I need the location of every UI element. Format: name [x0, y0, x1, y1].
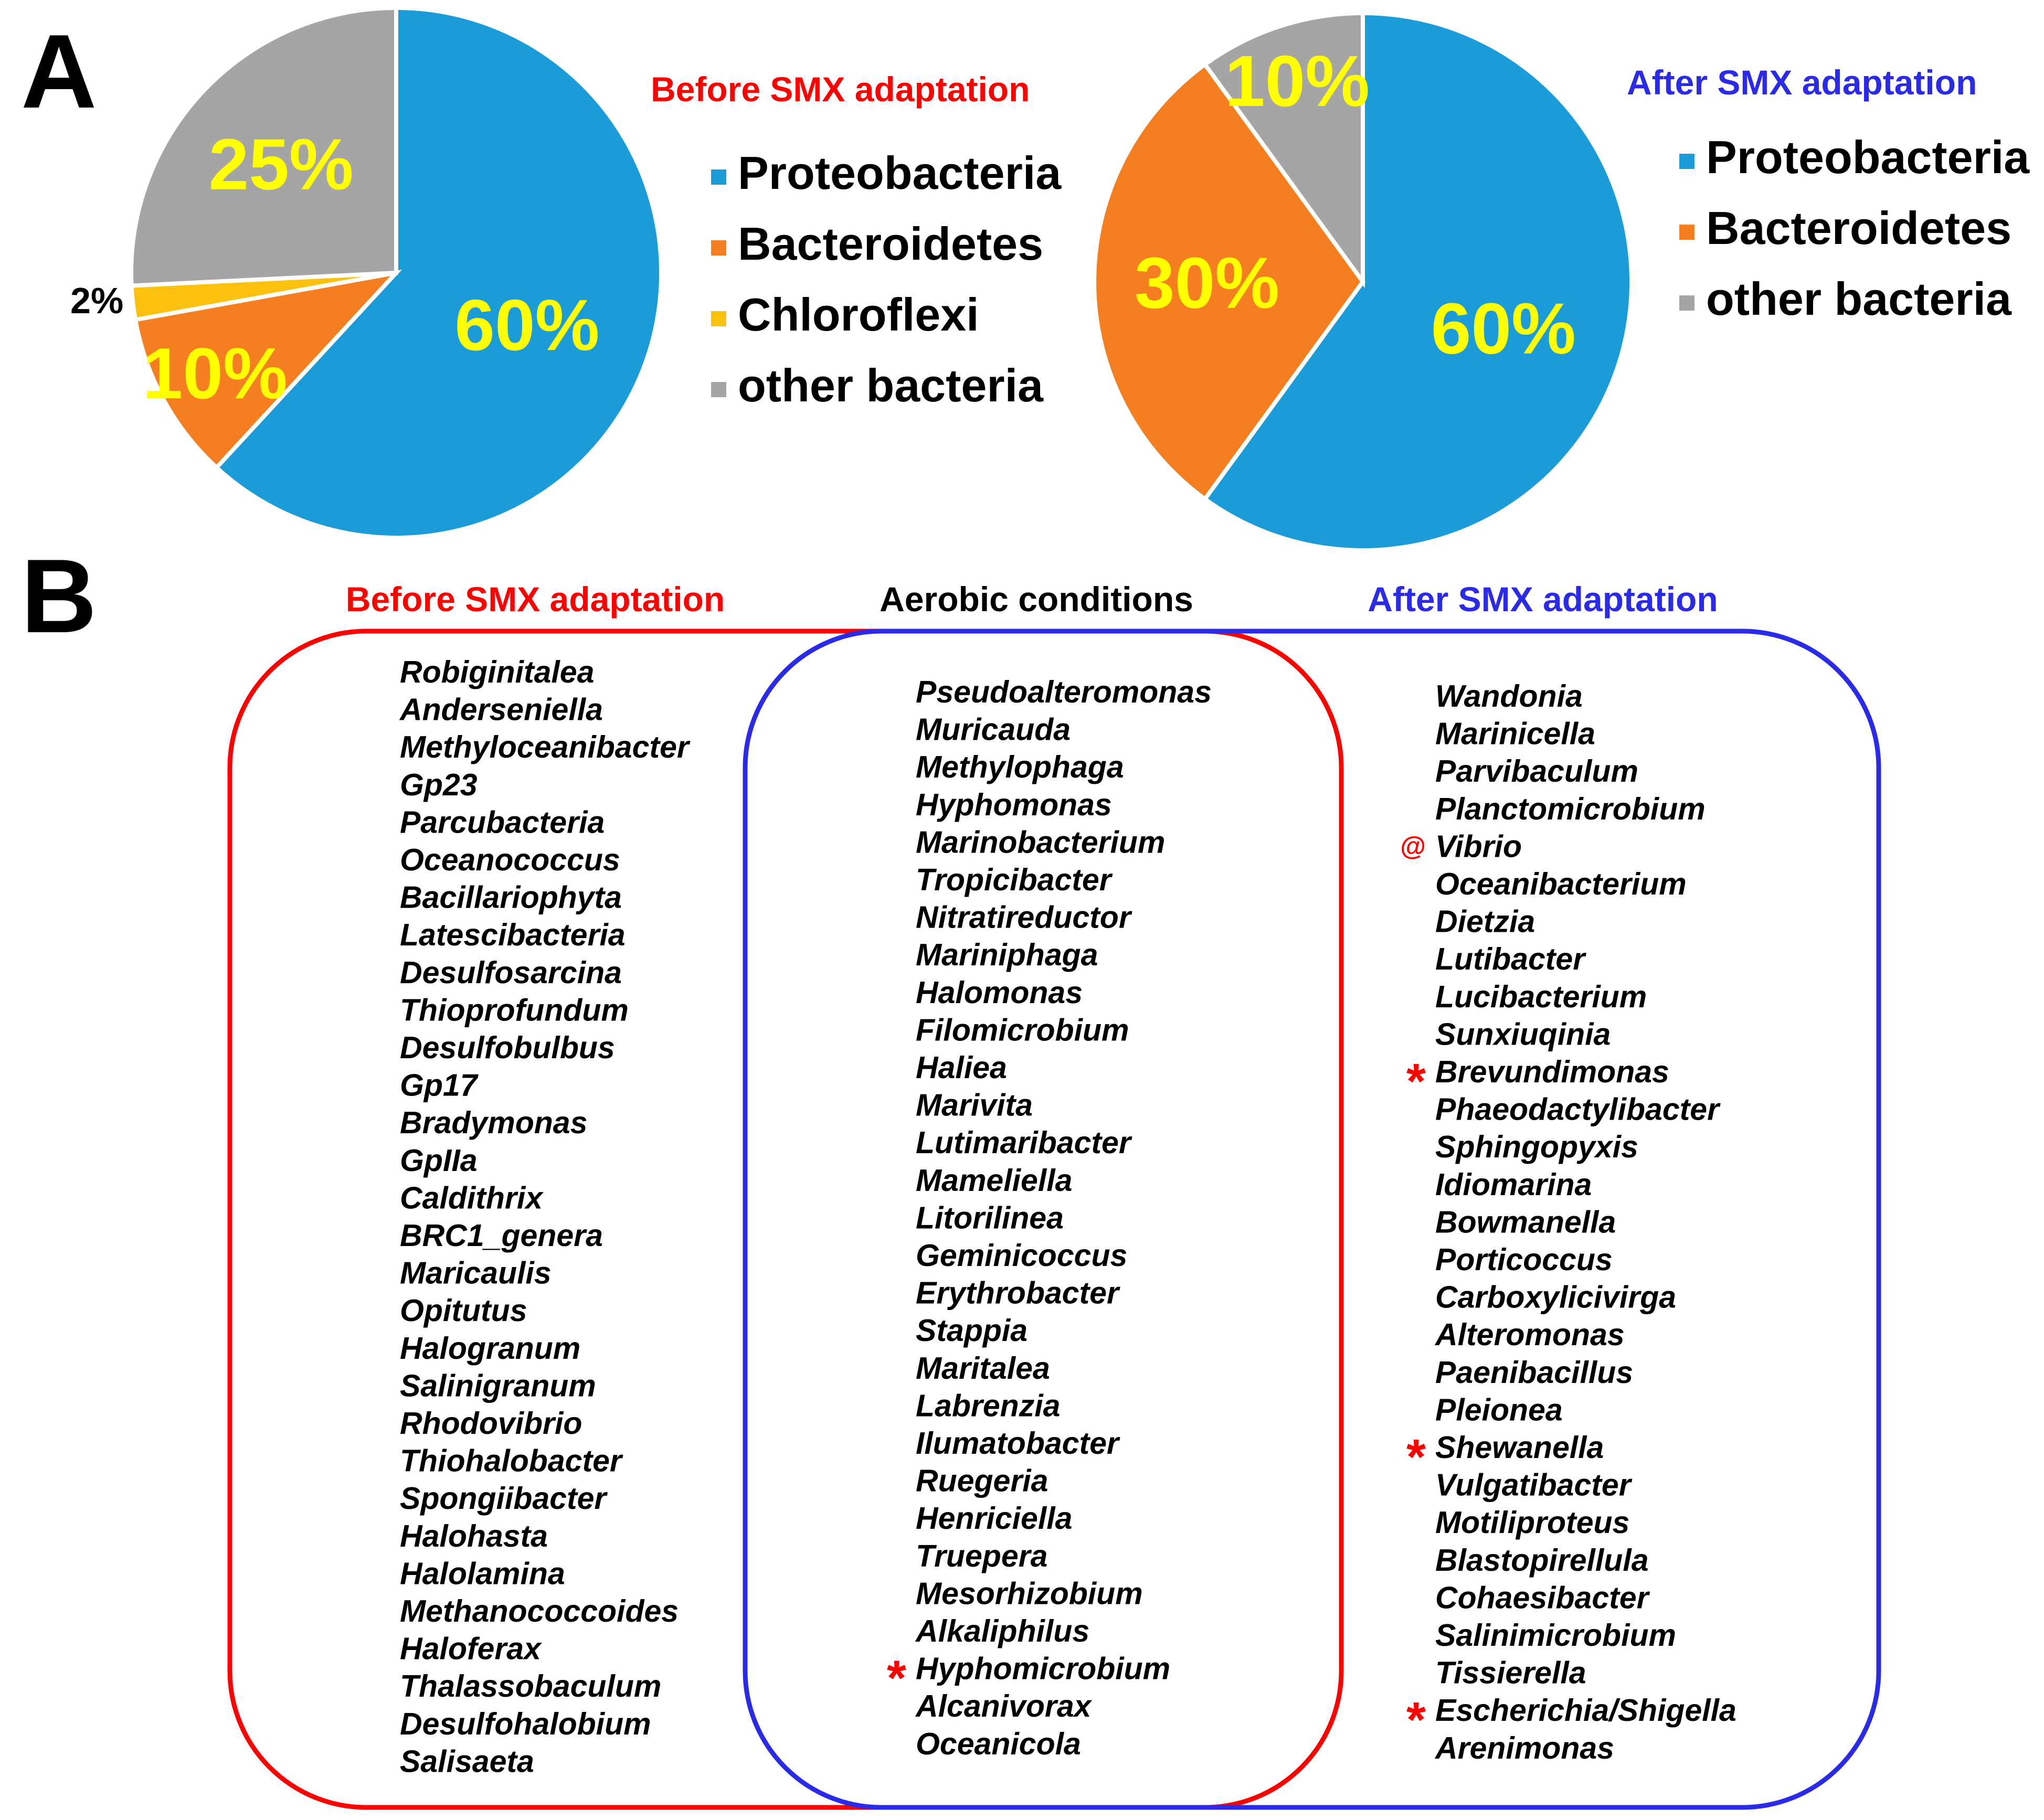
genus-caldithrix: Caldithrix [400, 1180, 543, 1216]
genus-oceanibacterium: Oceanibacterium [1435, 867, 1687, 901]
genus-gp23: Gp23 [400, 767, 478, 802]
venn-set-after [745, 631, 1879, 1807]
genus-nitratireductor: Nitratireductor [916, 900, 1131, 935]
genera-list-before [399, 655, 691, 1779]
genus-wandonia: Wandonia [1435, 679, 1583, 714]
genus-mesorhizobium: Mesorhizobium [916, 1576, 1143, 1611]
at-marker: @ [1400, 831, 1426, 861]
genus-brevundimonas: Brevundimonas [1435, 1055, 1669, 1089]
genus-salinigranum: Salinigranum [400, 1368, 596, 1403]
legend-swatch-bacteroidetes [1679, 225, 1694, 240]
genus-oceanococcus: Oceanococcus [400, 843, 620, 877]
genera-list-shared [887, 675, 1212, 1761]
genus-spongiibacter: Spongiibacter [400, 1481, 607, 1516]
genus-thalassobaculum: Thalassobaculum [400, 1669, 662, 1704]
genus-desulfobulbus: Desulfobulbus [400, 1030, 615, 1065]
genus-haloferax: Haloferax [400, 1631, 541, 1666]
genus-marinicella: Marinicella [1435, 716, 1595, 751]
pie-slice-label-other-bacteria: 25% [208, 124, 354, 205]
genus-latescibacteria: Latescibacteria [400, 918, 626, 953]
genus-arenimonas: Arenimonas [1435, 1730, 1614, 1765]
pie-before-title: Before SMX adaptation [651, 70, 1030, 109]
legend-after [1679, 131, 2030, 325]
genus-carboxylicivirga: Carboxylicivirga [1435, 1280, 1677, 1315]
genus-brc1-genera: BRC1_genera [400, 1218, 603, 1253]
legend-swatch-chloroflexi [711, 311, 726, 326]
genus-hyphomicrobium: Hyphomicrobium [916, 1651, 1171, 1686]
genus-paenibacillus: Paenibacillus [1435, 1355, 1634, 1390]
genus-motiliproteus: Motiliproteus [1435, 1505, 1630, 1540]
genus-truepera: Truepera [916, 1538, 1048, 1573]
venn-label-after: After SMX adaptation [1368, 580, 1718, 619]
asterisk-marker: * [1406, 1053, 1426, 1109]
genus-desulfohalobium: Desulfohalobium [400, 1706, 651, 1741]
genus-lutimaribacter: Lutimaribacter [916, 1125, 1131, 1161]
genus-bacillariophyta: Bacillariophyta [400, 880, 622, 915]
genus-phaeodactylibacter: Phaeodactylibacter [1435, 1092, 1720, 1127]
legend-label-bacteroidetes: Bacteroidetes [1706, 202, 2012, 254]
pie-chart-after [1094, 13, 1632, 550]
genus-methyloceanibacter: Methyloceanibacter [400, 730, 689, 765]
genus-oceanicola: Oceanicola [916, 1726, 1081, 1761]
genus-gp17: Gp17 [400, 1068, 478, 1103]
genus-parvibaculum: Parvibaculum [1435, 754, 1638, 789]
genus-filomicrobium: Filomicrobium [916, 1013, 1129, 1048]
genus-erythrobacter: Erythrobacter [916, 1275, 1119, 1311]
genus-stappia: Stappia [916, 1313, 1028, 1348]
genus-bradymonas: Bradymonas [400, 1105, 588, 1141]
venn-label-before: Before SMX adaptation [345, 580, 725, 619]
genus-halomonas: Halomonas [916, 975, 1083, 1010]
genus-salinimicrobium: Salinimicrobium [1435, 1618, 1676, 1653]
legend-label-other-bacteria: other bacteria [1706, 273, 2012, 325]
legend-swatch-other-bacteria [1679, 295, 1694, 311]
genus-litorilinea: Litorilinea [916, 1200, 1064, 1236]
genus-hyphomonas: Hyphomonas [916, 787, 1112, 822]
genus-escherichia-shigella: Escherichia/Shigella [1435, 1693, 1736, 1728]
pie-chart-before [70, 8, 661, 538]
genus-salisaeta: Salisaeta [400, 1744, 534, 1779]
legend-label-proteobacteria: Proteobacteria [738, 147, 1062, 199]
genus-vibrio: Vibrio [1435, 829, 1522, 864]
pie-slice-label-bacteroidetes: 30% [1134, 242, 1280, 324]
genus-thiohalobacter: Thiohalobacter [400, 1443, 622, 1478]
genus-blastopirellula: Blastopirellula [1435, 1542, 1649, 1578]
pie-slice-label-proteobacteria: 60% [454, 285, 600, 366]
genus-muricauda: Muricauda [916, 712, 1071, 747]
legend-swatch-bacteroidetes [711, 240, 726, 256]
genus-cohaesibacter: Cohaesibacter [1435, 1580, 1649, 1615]
genus-halohasta: Halohasta [400, 1518, 548, 1553]
pie-slice-label-bacteroidetes: 10% [142, 333, 288, 414]
genus-alkaliphilus: Alkaliphilus [916, 1614, 1090, 1648]
venn-set-before [230, 631, 1341, 1807]
genera-list-after [1400, 679, 1736, 1765]
genus-haliea: Haliea [916, 1050, 1007, 1085]
genus-porticoccus: Porticoccus [1435, 1242, 1613, 1277]
genus-sphingopyxis: Sphingopyxis [1435, 1130, 1638, 1165]
genus-tropicibacter: Tropicibacter [916, 863, 1111, 897]
genus-lucibacterium: Lucibacterium [1435, 979, 1647, 1014]
genus-marivita: Marivita [916, 1088, 1033, 1123]
pie-slice-label-other-bacteria: 10% [1224, 41, 1370, 122]
genus-gpiia: GpIIa [400, 1143, 478, 1178]
genus-geminicoccus: Geminicoccus [916, 1238, 1128, 1273]
legend-swatch-proteobacteria [711, 169, 726, 185]
genus-alteromonas: Alteromonas [1435, 1317, 1625, 1353]
panel-letter-a: A [21, 13, 97, 130]
legend-swatch-other-bacteria [711, 382, 726, 397]
venn-label-middle: Aerobic conditions [880, 580, 1193, 619]
genus-desulfosarcina: Desulfosarcina [400, 955, 622, 990]
legend-swatch-proteobacteria [1679, 154, 1694, 169]
legend-label-proteobacteria: Proteobacteria [1706, 131, 2030, 183]
genus-rhodovibrio: Rhodovibrio [400, 1406, 583, 1441]
genus-mariniphaga: Mariniphaga [916, 938, 1098, 973]
legend-label-bacteroidetes: Bacteroidetes [738, 218, 1044, 270]
genus-ruegeria: Ruegeria [916, 1463, 1049, 1498]
asterisk-marker: * [1406, 1429, 1426, 1485]
genus-anderseniella: Anderseniella [400, 692, 603, 727]
asterisk-marker: * [1406, 1692, 1426, 1748]
genus-maritalea: Maritalea [916, 1350, 1050, 1386]
genus-methylophaga: Methylophaga [916, 750, 1124, 785]
genus-shewanella: Shewanella [1435, 1430, 1604, 1465]
legend-before [711, 147, 1062, 411]
genus-dietzia: Dietzia [1435, 904, 1535, 939]
genus-henriciella: Henriciella [916, 1501, 1073, 1536]
genus-methanococcoides: Methanococcoides [400, 1594, 679, 1629]
genus-sunxiuqinia: Sunxiuqinia [1435, 1017, 1611, 1052]
genus-thioprofundum: Thioprofundum [400, 993, 629, 1028]
genus-labrenzia: Labrenzia [916, 1388, 1061, 1423]
genus-opitutus: Opitutus [400, 1293, 527, 1328]
genus-planctomicrobium: Planctomicrobium [1435, 791, 1706, 826]
genus-vulgatibacter: Vulgatibacter [1435, 1467, 1631, 1503]
genus-alcanivorax: Alcanivorax [916, 1689, 1092, 1724]
genus-halogranum: Halogranum [400, 1331, 581, 1366]
genus-pleionea: Pleionea [1435, 1392, 1563, 1428]
pie-after-title: After SMX adaptation [1627, 63, 1977, 102]
genus-robiginitalea: Robiginitalea [400, 655, 595, 689]
genus-pseudoalteromonas: Pseudoalteromonas [916, 675, 1212, 709]
genus-idiomarina: Idiomarina [1435, 1167, 1592, 1202]
legend-label-other-bacteria: other bacteria [738, 359, 1044, 411]
panel-letter-b: B [21, 538, 97, 655]
pie-slice-label-proteobacteria: 60% [1431, 288, 1576, 369]
genus-tissierella: Tissierella [1435, 1655, 1586, 1690]
genus-parcubacteria: Parcubacteria [400, 805, 605, 840]
genus-halolamina: Halolamina [400, 1556, 565, 1591]
genus-mameliella: Mameliella [916, 1163, 1073, 1198]
legend-label-chloroflexi: Chloroflexi [738, 289, 979, 340]
genus-bowmanella: Bowmanella [1435, 1205, 1616, 1240]
asterisk-marker: * [887, 1650, 906, 1706]
pie-slice-label-chloroflexi: 2% [70, 280, 124, 322]
genus-lutibacter: Lutibacter [1435, 942, 1585, 977]
genus-maricaulis: Maricaulis [400, 1255, 552, 1291]
genus-marinobacterium: Marinobacterium [916, 825, 1166, 860]
genus-ilumatobacter: Ilumatobacter [916, 1426, 1119, 1461]
